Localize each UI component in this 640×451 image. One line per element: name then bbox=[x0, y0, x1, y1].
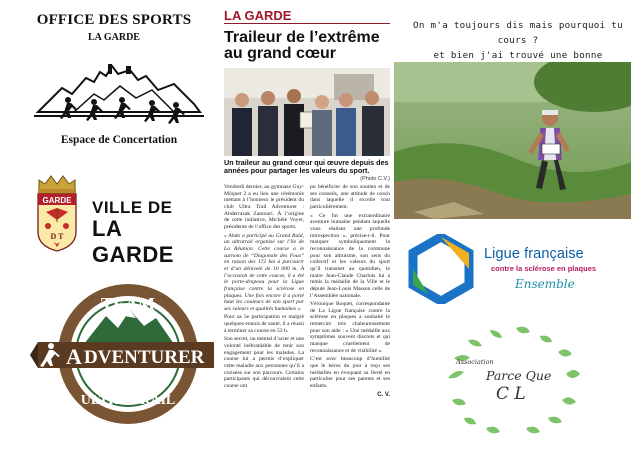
article-photo-caption: Un traileur au grand cœur qui œuvre depuis des années pour partager les valeurs du sport. bbox=[224, 158, 389, 176]
article-header bbox=[224, 8, 390, 24]
article-headline-line-2: au grand cœur bbox=[224, 45, 337, 62]
ville-de-la-garde-logo bbox=[34, 174, 204, 267]
parce-que-main-text: Parce Que bbox=[486, 368, 552, 383]
coat-of-arms-icon bbox=[34, 174, 80, 252]
article-column-2 bbox=[310, 184, 390, 398]
trail-runner-photo bbox=[394, 62, 631, 219]
article-body bbox=[224, 184, 390, 398]
parce-que-initials: C L bbox=[496, 384, 526, 404]
article-paragraph: Pour sa 5e participation et malgré quelques ennuis de santé, il a réussi à terminer sa course en 53 h. bbox=[224, 314, 304, 334]
ligue-line-1: Ligue française bbox=[484, 246, 584, 262]
shield-initials: D T bbox=[50, 232, 64, 241]
article-headline bbox=[224, 30, 390, 62]
shield-text: GARDE bbox=[42, 196, 72, 205]
runners-mountain-icon bbox=[34, 60, 204, 130]
article-place: LA GARDE bbox=[224, 8, 292, 23]
office-des-sports-logo bbox=[24, 12, 204, 146]
article-paragraph: pu bénéficier de son soutien et de ses conseils, une attitude de coach dans laquelle il excelle tout particulièrement. bbox=[310, 184, 390, 210]
hexagon-icon bbox=[406, 234, 476, 304]
article-paragraph: Vendredi dernier, au gymnase Guy-Môquet 2 a eu lieu une cérémonie mettant à l’honneur le président du club Ultra Trail Adventurer : Abderrazak Zamouri. À l’origine de cette initiative, Michèle Voyer, présidente de l’office des sports. bbox=[224, 184, 304, 230]
la-garde-text: LA GARDE bbox=[92, 216, 174, 267]
parce-que-small-text: Association bbox=[456, 358, 494, 366]
article-headline-line-1: Traileur de l’extrême bbox=[224, 29, 380, 46]
team-bottom-text: ULTRA TRAIL bbox=[80, 393, 176, 408]
article-signature: C. V. bbox=[377, 391, 390, 398]
team-adventurer-logo bbox=[26, 280, 214, 430]
ligue-line-3: Ensemble bbox=[515, 277, 575, 291]
office-title: OFFICE DES SPORTS bbox=[36, 12, 192, 28]
article-photo bbox=[224, 68, 390, 156]
ligue-line-2: contre la sclérose en plaques bbox=[491, 264, 597, 273]
newspaper-article bbox=[224, 8, 390, 444]
article-paragraph: « Abdo a participé au Grand Raid, un ultratrail organisé sur l’île de La Réunion. Cette course a le surnom de “Diagonale des Fous” en raison des 172 km à parcourir et d’un dénivelé de 10 000 m. À l’occasion de cette course, il a été le porte-drapeau pour la Ligue française contre la sclérose en plaques. Une fois encore il a porté haut les couleurs de son sport par ses valeurs et qualités humaines ». bbox=[224, 232, 304, 312]
quote-line-2: et bien j'ai trouvé une bonne bbox=[433, 50, 603, 61]
team-middle-text: DVENTURER bbox=[84, 347, 205, 368]
article-photo-credit: (Photo C.V.) bbox=[360, 176, 390, 183]
article-column-1 bbox=[224, 184, 304, 398]
article-paragraph: Son secret, un mental d’acier et une volonté inébranlable de tenir son engagement pour les malades. La course lui a permis d’expliquer cette maladie aux personnes qu’il a croisées sur son parcours. Certains participants qui découvraient cette course ont bbox=[224, 336, 304, 390]
article-paragraph: « Ce fut une extraordinaire aventure humaine pendant laquelle vous réalisez une profonde introspection », précise-t-il. Pour marquer symboliquement la reconnaissance de la commune pour son altruisme, son sens du collectif et les valeurs du sport qu’il transmet au quotidien, le maire Jean-Claude Charlois lui a remis la médaille de la Ville et le député Jean-Louis Masson celle de l’Assemblée nationale. bbox=[310, 212, 390, 299]
office-subtitle: LA GARDE bbox=[88, 32, 140, 43]
team-initial-text: A bbox=[66, 344, 82, 369]
ligue-sclerose-logo bbox=[398, 232, 634, 302]
parce-que-logo bbox=[434, 322, 586, 440]
office-caption: Espace de Concertation bbox=[60, 134, 178, 146]
team-top-text: TEAM bbox=[101, 294, 155, 314]
quote-line-1: On m'a toujours dis mais pourquoi tu cours ? bbox=[413, 20, 623, 46]
group-photo-image bbox=[224, 68, 390, 156]
ville-de-text: VILLE DE bbox=[92, 198, 173, 217]
article-paragraph: Véronique Roquet, correspondante de La Ligue française contre la sclérose en plaques a souhaité le remercier très chaleureusement pour son aide : « Une médaille aux symptômes souvent discrets et qui manque cruellement de reconnaissance et de visibilité ». bbox=[310, 301, 390, 354]
trail-runner-image bbox=[394, 62, 631, 219]
article-paragraph: C’est avec beaucoup d’humilité que le héros du jour a reçu ses médailles en évoquant sa fierté en particulier pour ses parents et ses enfants. bbox=[310, 356, 390, 390]
